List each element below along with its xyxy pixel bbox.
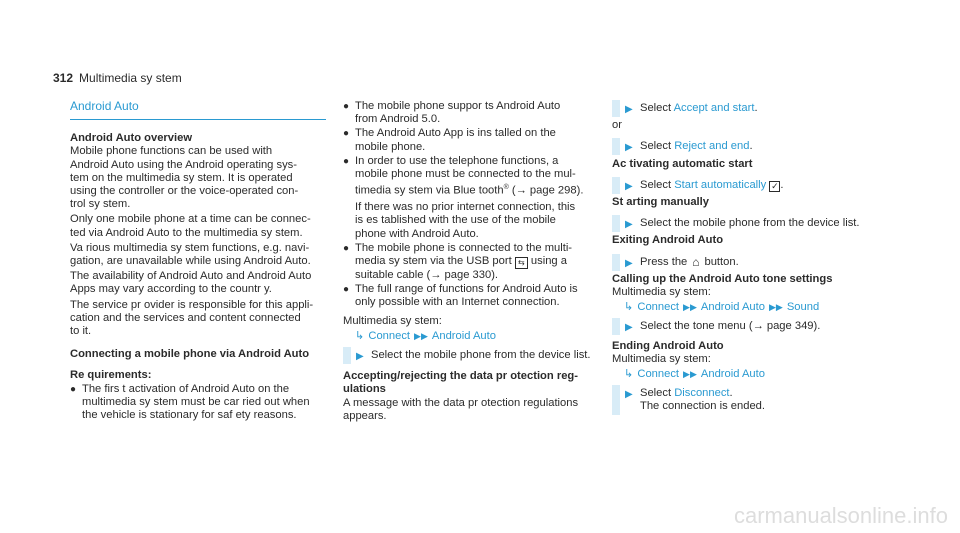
starting-heading: St arting manually bbox=[612, 196, 709, 209]
accept-heading: Accepting/rejecting the data pr otection reg- ulations bbox=[343, 370, 578, 396]
path-arrow-icon: ↳ bbox=[355, 329, 365, 342]
bullet-icon: ● bbox=[343, 242, 350, 254]
activating-heading: Ac tivating automatic start bbox=[612, 157, 753, 170]
reject-and-end-link[interactable]: Reject and end bbox=[674, 140, 750, 153]
step-arrow-icon: ▶ bbox=[625, 389, 633, 401]
section-title: Android Auto bbox=[70, 100, 326, 120]
step-arrow-icon: ▶ bbox=[625, 219, 633, 231]
accept-and-start-link[interactable]: Accept and start bbox=[673, 102, 755, 114]
ending-heading: Ending Android Auto bbox=[612, 339, 724, 352]
step-arrow-icon: ▶ bbox=[625, 142, 633, 154]
path-separator-icon: ▶▶ bbox=[683, 302, 697, 313]
list-item: ● The Android Auto App is ins talled on the mobile phone. bbox=[343, 127, 556, 153]
accept-text: A message with the data pr otection regulations appears. bbox=[343, 396, 579, 422]
column-3 bbox=[612, 100, 874, 418]
instruction-step: ▶ Select Reject and end. bbox=[612, 140, 874, 153]
overview-text: Mobile phone functions can be used with Android Auto using the Android operating sys- tem on the multimedia sy stem. It is operated using the controller or the voice-operated con- trol sy stem. bbox=[70, 145, 299, 211]
path-separator-icon: ▶▶ bbox=[683, 369, 697, 380]
menu-label: Multimedia sy stem: bbox=[612, 352, 711, 365]
menu-path: ↳ Connect ▶▶ Android Auto bbox=[624, 368, 765, 381]
instruction-step: ▶ Select the mobile phone from the device list. bbox=[343, 349, 600, 362]
checkbox-icon[interactable]: ✓ bbox=[771, 180, 779, 191]
step-arrow-icon: ▶ bbox=[625, 257, 633, 269]
step-arrow-icon: ▶ bbox=[625, 322, 633, 334]
list-item: ● The full range of functions for Android Auto is only possible with an Internet connection. bbox=[343, 283, 578, 309]
page-number: 312 bbox=[53, 71, 74, 85]
bullet-icon: ● bbox=[343, 284, 350, 296]
step-arrow-icon: ▶ bbox=[625, 104, 633, 115]
requirements-heading: Re quirements: bbox=[70, 369, 152, 382]
bullet-icon: ● bbox=[343, 101, 350, 112]
path-separator-icon: ▶▶ bbox=[414, 330, 428, 341]
watermark: carmanualsonline.info bbox=[733, 503, 948, 528]
instruction-step: ▶ Press the ⌂ button. bbox=[612, 256, 874, 269]
paragraph: The availability of Android Auto and Android Auto Apps may vary according to the countr y. bbox=[70, 270, 312, 296]
bullet-icon: ● bbox=[343, 128, 350, 140]
column-2 bbox=[343, 100, 600, 425]
menu-label: Multimedia sy stem: bbox=[612, 286, 711, 299]
exiting-heading: Exiting Android Auto bbox=[612, 234, 724, 247]
step-arrow-icon: ▶ bbox=[625, 180, 633, 192]
menu-path: ↳ Connect ▶▶ Android Auto bbox=[355, 329, 496, 342]
usb-port-icon: ⇆ bbox=[515, 257, 528, 269]
list-item: ● The mobile phone is connected to the multi- media sy stem via the USB port ⇆ using a suitable cable (→ page 330). bbox=[343, 241, 573, 281]
overview-heading: Android Auto overview bbox=[70, 132, 193, 145]
path-arrow-icon: ↳ bbox=[624, 301, 634, 314]
path-separator-icon: ▶▶ bbox=[768, 302, 783, 313]
paragraph: The service pr ovider is responsible for this appli- cation and the services and content connected to it. bbox=[70, 298, 314, 338]
home-icon: ⌂ bbox=[692, 254, 700, 269]
paragraph: Va rious multimedia sy stem functions, e.g. navi- gation, are unavailable while using Android Auto. bbox=[70, 241, 311, 268]
start-automatically-link[interactable]: Start automatically bbox=[674, 178, 767, 191]
column-1 bbox=[70, 100, 326, 423]
instruction-step: ▶ Select the mobile phone from the device list. bbox=[612, 217, 874, 230]
menu-path: ↳ Connect ▶▶ Android Auto ▶▶ Sound bbox=[624, 301, 820, 314]
calling-heading: Calling up the Android Auto tone settings bbox=[612, 272, 833, 285]
result-text: The connection is ended. bbox=[640, 400, 766, 413]
header-title: Multimedia sy stem bbox=[79, 71, 182, 85]
instruction-step: ▶ Select Start automatically ✓ . bbox=[612, 179, 874, 192]
connect-heading: Connecting a mobile phone via Android Auto bbox=[70, 348, 310, 361]
list-item: ● The firs t activation of Android Auto on the multimedia sy stem must be car ried out when the vehicle is stationary for saf ety reasons. bbox=[70, 382, 310, 422]
instruction-step: ▶ Select the tone menu (→ page 349). bbox=[612, 320, 874, 333]
menu-label: Multimedia sy stem: bbox=[343, 314, 442, 327]
page-header bbox=[53, 71, 182, 85]
step-arrow-icon: ▶ bbox=[356, 350, 364, 362]
list-item: ● In order to use the telephone functions, a mobile phone must be connected to the mul- timedia sy stem via Blue tooth® (→ page 298). If there was no prior internet connection, this is es tablished with the use of the mobile phone with Android Auto. bbox=[343, 154, 584, 240]
or-text: or bbox=[612, 119, 622, 132]
list-item: ● The mobile phone suppor ts Android Auto from Android 5.0. bbox=[343, 100, 561, 126]
bullet-icon: ● bbox=[70, 383, 77, 395]
disconnect-link[interactable]: Disconnect bbox=[674, 387, 730, 400]
instruction-step: ▶ Select Disconnect. The connection is ended. bbox=[612, 387, 874, 413]
path-arrow-icon: ↳ bbox=[624, 368, 634, 381]
bullet-icon: ● bbox=[343, 155, 350, 167]
paragraph: Only one mobile phone at a time can be connec- ted via Android Auto to the multimedia sy stem. bbox=[70, 213, 311, 239]
instruction-step: ▶ Select Accept and start. bbox=[612, 102, 874, 115]
